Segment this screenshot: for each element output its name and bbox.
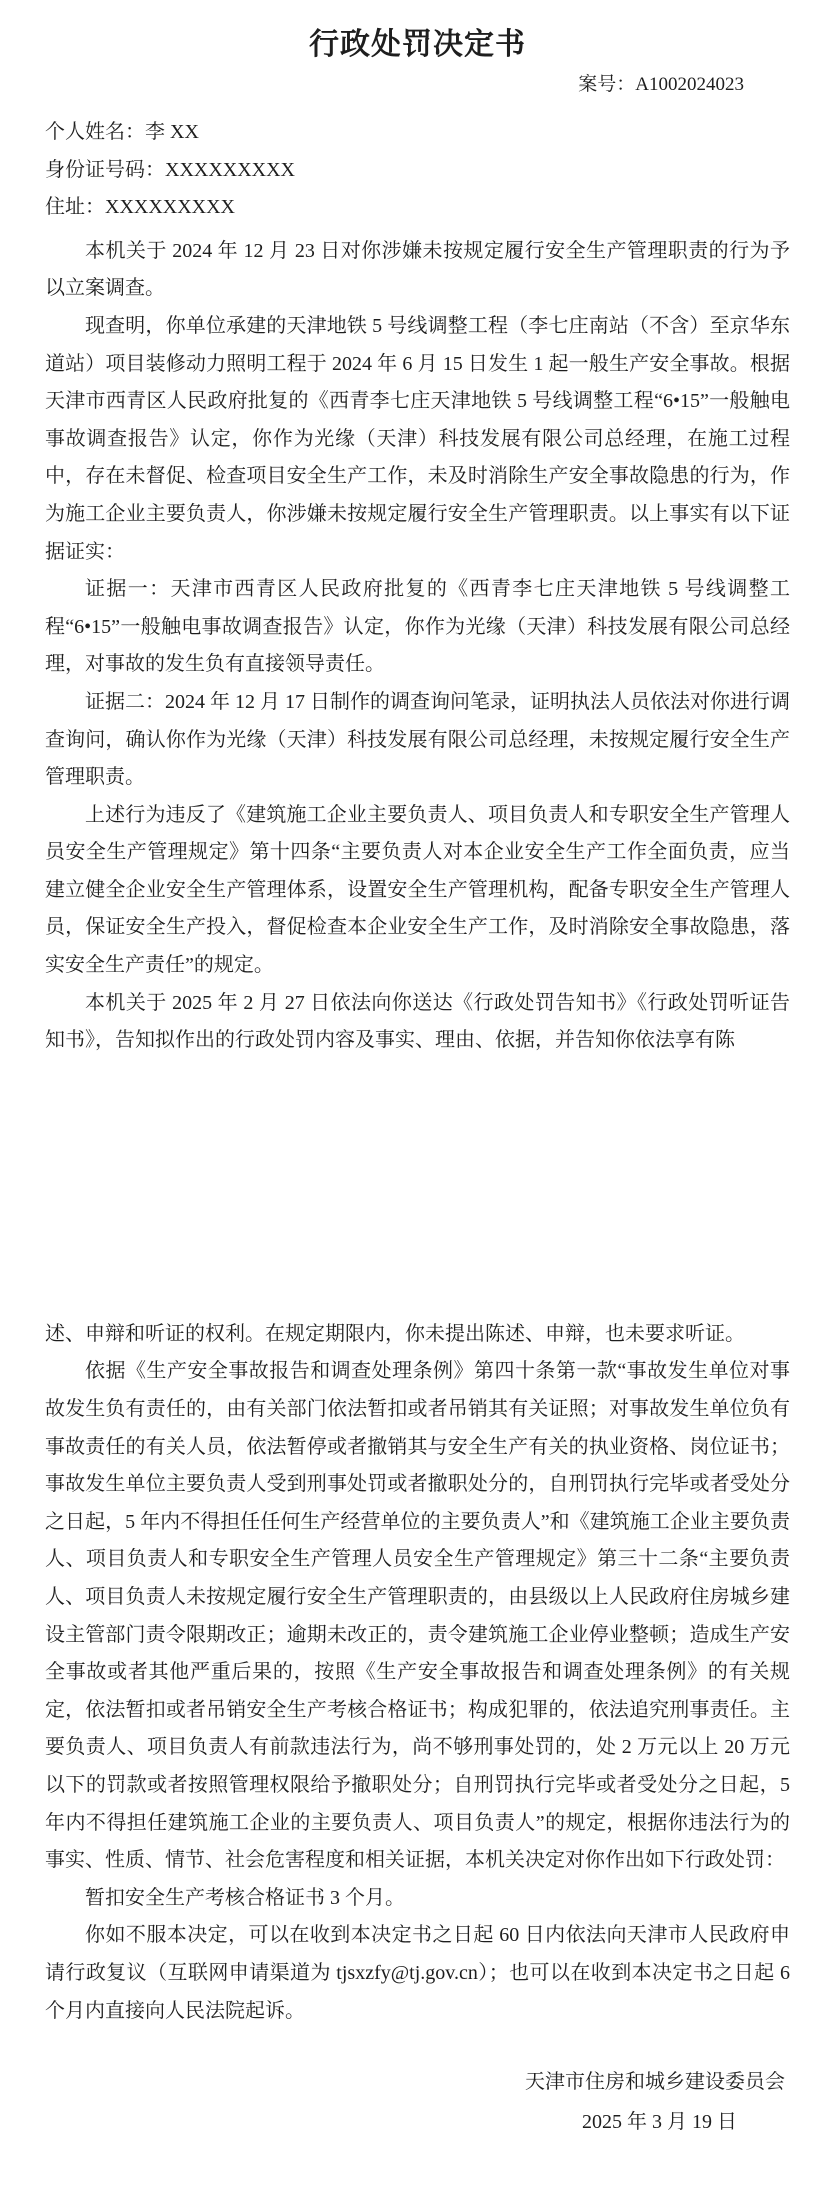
signature-issuer: 天津市住房和城乡建设委员会: [525, 2071, 785, 2094]
signature-date: 2025 年 3 月 19 日: [582, 2111, 737, 2134]
signature-block: [45, 2062, 790, 2142]
para-evidence-2: 证据二：2024 年 12 月 17 日制作的调查询问笔录，证明执法人员依法对你进行调查询问，确认你作为光缘（天津）科技发展有限公司总经理，未按规定履行安全生产管理职责。: [45, 690, 790, 789]
page1-body: [45, 233, 790, 1060]
para-case-filing: 本机关于 2024 年 12 月 23 日对你涉嫌未按规定履行安全生产管理职责的行为予以立案调查。: [45, 239, 790, 300]
para-penalty-decision: 暂扣安全生产考核合格证书 3 个月。: [85, 1886, 405, 1909]
para-notification-continuation: 述、申辩和听证的权利。在规定期限内，你未提出陈述、申辩，也未要求听证。: [45, 1322, 745, 1345]
recipient-address-line: 住址：XXXXXXXXX: [45, 196, 235, 219]
para-findings: 现查明，你单位承建的天津地铁 5 号线调整工程（李七庄南站（不含）至京华东道站）项目装修动力照明工程于 2024 年 6 月 15 日发生 1 起一般生产安全事故。根据天津市西青区人民政府批复的《西青李七庄天津地铁 5 号线调整工程“6•15”一般触电事故调查报告》认定，你作为光缘（天津）科技发展有限公司总经理，在施工过程中，存在未督促、检查项目安全生产工作，未及时消除生产安全事故隐患的行为，作为施工企业主要负责人，你涉嫌未按规定履行安全生产管理职责。以上事实有以下证据证实：: [45, 314, 790, 563]
recipient-id-line: 身份证号码：XXXXXXXXX: [45, 158, 295, 181]
para-appeal-rights: 你如不服本决定，可以在收到本决定书之日起 60 日内依法向天津市人民政府申请行政复议（互联网申请渠道为 tjsxzfy@tj.gov.cn）；也可以在收到本决定书之日起 6 个月内直接向人民法院起诉。: [45, 1924, 790, 2022]
page2-body: [45, 1316, 790, 2030]
para-evidence-1: 证据一：天津市西青区人民政府批复的《西青李七庄天津地铁 5 号线调整工程“6•15”一般触电事故调查报告》认定，你作为光缘（天津）科技发展有限公司总经理，对事故的发生负有直接领导责任。: [45, 578, 790, 676]
para-violation: 上述行为违反了《建筑施工企业主要负责人、项目负责人和专职安全生产管理人员安全生产管理规定》第十四条“主要负责人对本企业安全生产工作全面负责，应当建立健全企业安全生产管理体系，设置安全生产管理机构，配备专职安全生产管理人员，保证安全生产投入，督促检查本企业安全生产工作，及时消除安全事故隐患，落实安全生产责任”的规定。: [45, 803, 790, 977]
case-number: 案号：A1002024023: [578, 74, 744, 95]
recipient-name-line: 个人姓名：李 XX: [45, 121, 199, 143]
page-break-gap: [45, 1060, 790, 1310]
document-title: 行政处罚决定书: [309, 28, 526, 61]
para-notification: 本机关于 2025 年 2 月 27 日依法向你送达《行政处罚告知书》《行政处罚听证告知书》，告知拟作出的行政处罚内容及事实、理由、依据，并告知你依法享有陈: [45, 991, 790, 1052]
para-legal-basis: 依据《生产安全事故报告和调查处理条例》第四十条第一款“事故发生单位对事故发生负有责任的，由有关部门依法暂扣或者吊销其有关证照；对事故发生单位负有事故责任的有关人员，依法暂停或者撤销其与安全生产有关的执业资格、岗位证书；事故发生单位主要负责人受到刑事处罚或者撤职处分的，自刑罚执行完毕或者受处分之日起，5 年内不得担任任何生产经营单位的主要负责人”和《建筑施工企业主要负责人、项目负责人和专职安全生产管理人员安全生产管理规定》第三十二条“主要负责人、项目负责人未按规定履行安全生产管理职责的，由县级以上人民政府住房城乡建设主管部门责令限期改正；逾期未改正的，责令建筑施工企业停业整顿；造成生产安全事故或者其他严重后果的，按照《生产安全事故报告和调查处理条例》的有关规定，依法暂扣或者吊销安全生产考核合格证书；构成犯罪的，依法追究刑事责任。主要负责人、项目负责人有前款违法行为，尚不够刑事处罚的，处 2 万元以上 20 万元以下的罚款或者按照管理权限给予撤职处分；自刑罚执行完毕或者受处分之日起，5 年内不得担任建筑施工企业的主要负责人、项目负责人”的规定，根据你违法行为的事实、性质、情节、社会危害程度和相关证据，本机关决定对你作出如下行政处罚：: [45, 1360, 790, 1872]
recipient-info: [45, 114, 790, 227]
